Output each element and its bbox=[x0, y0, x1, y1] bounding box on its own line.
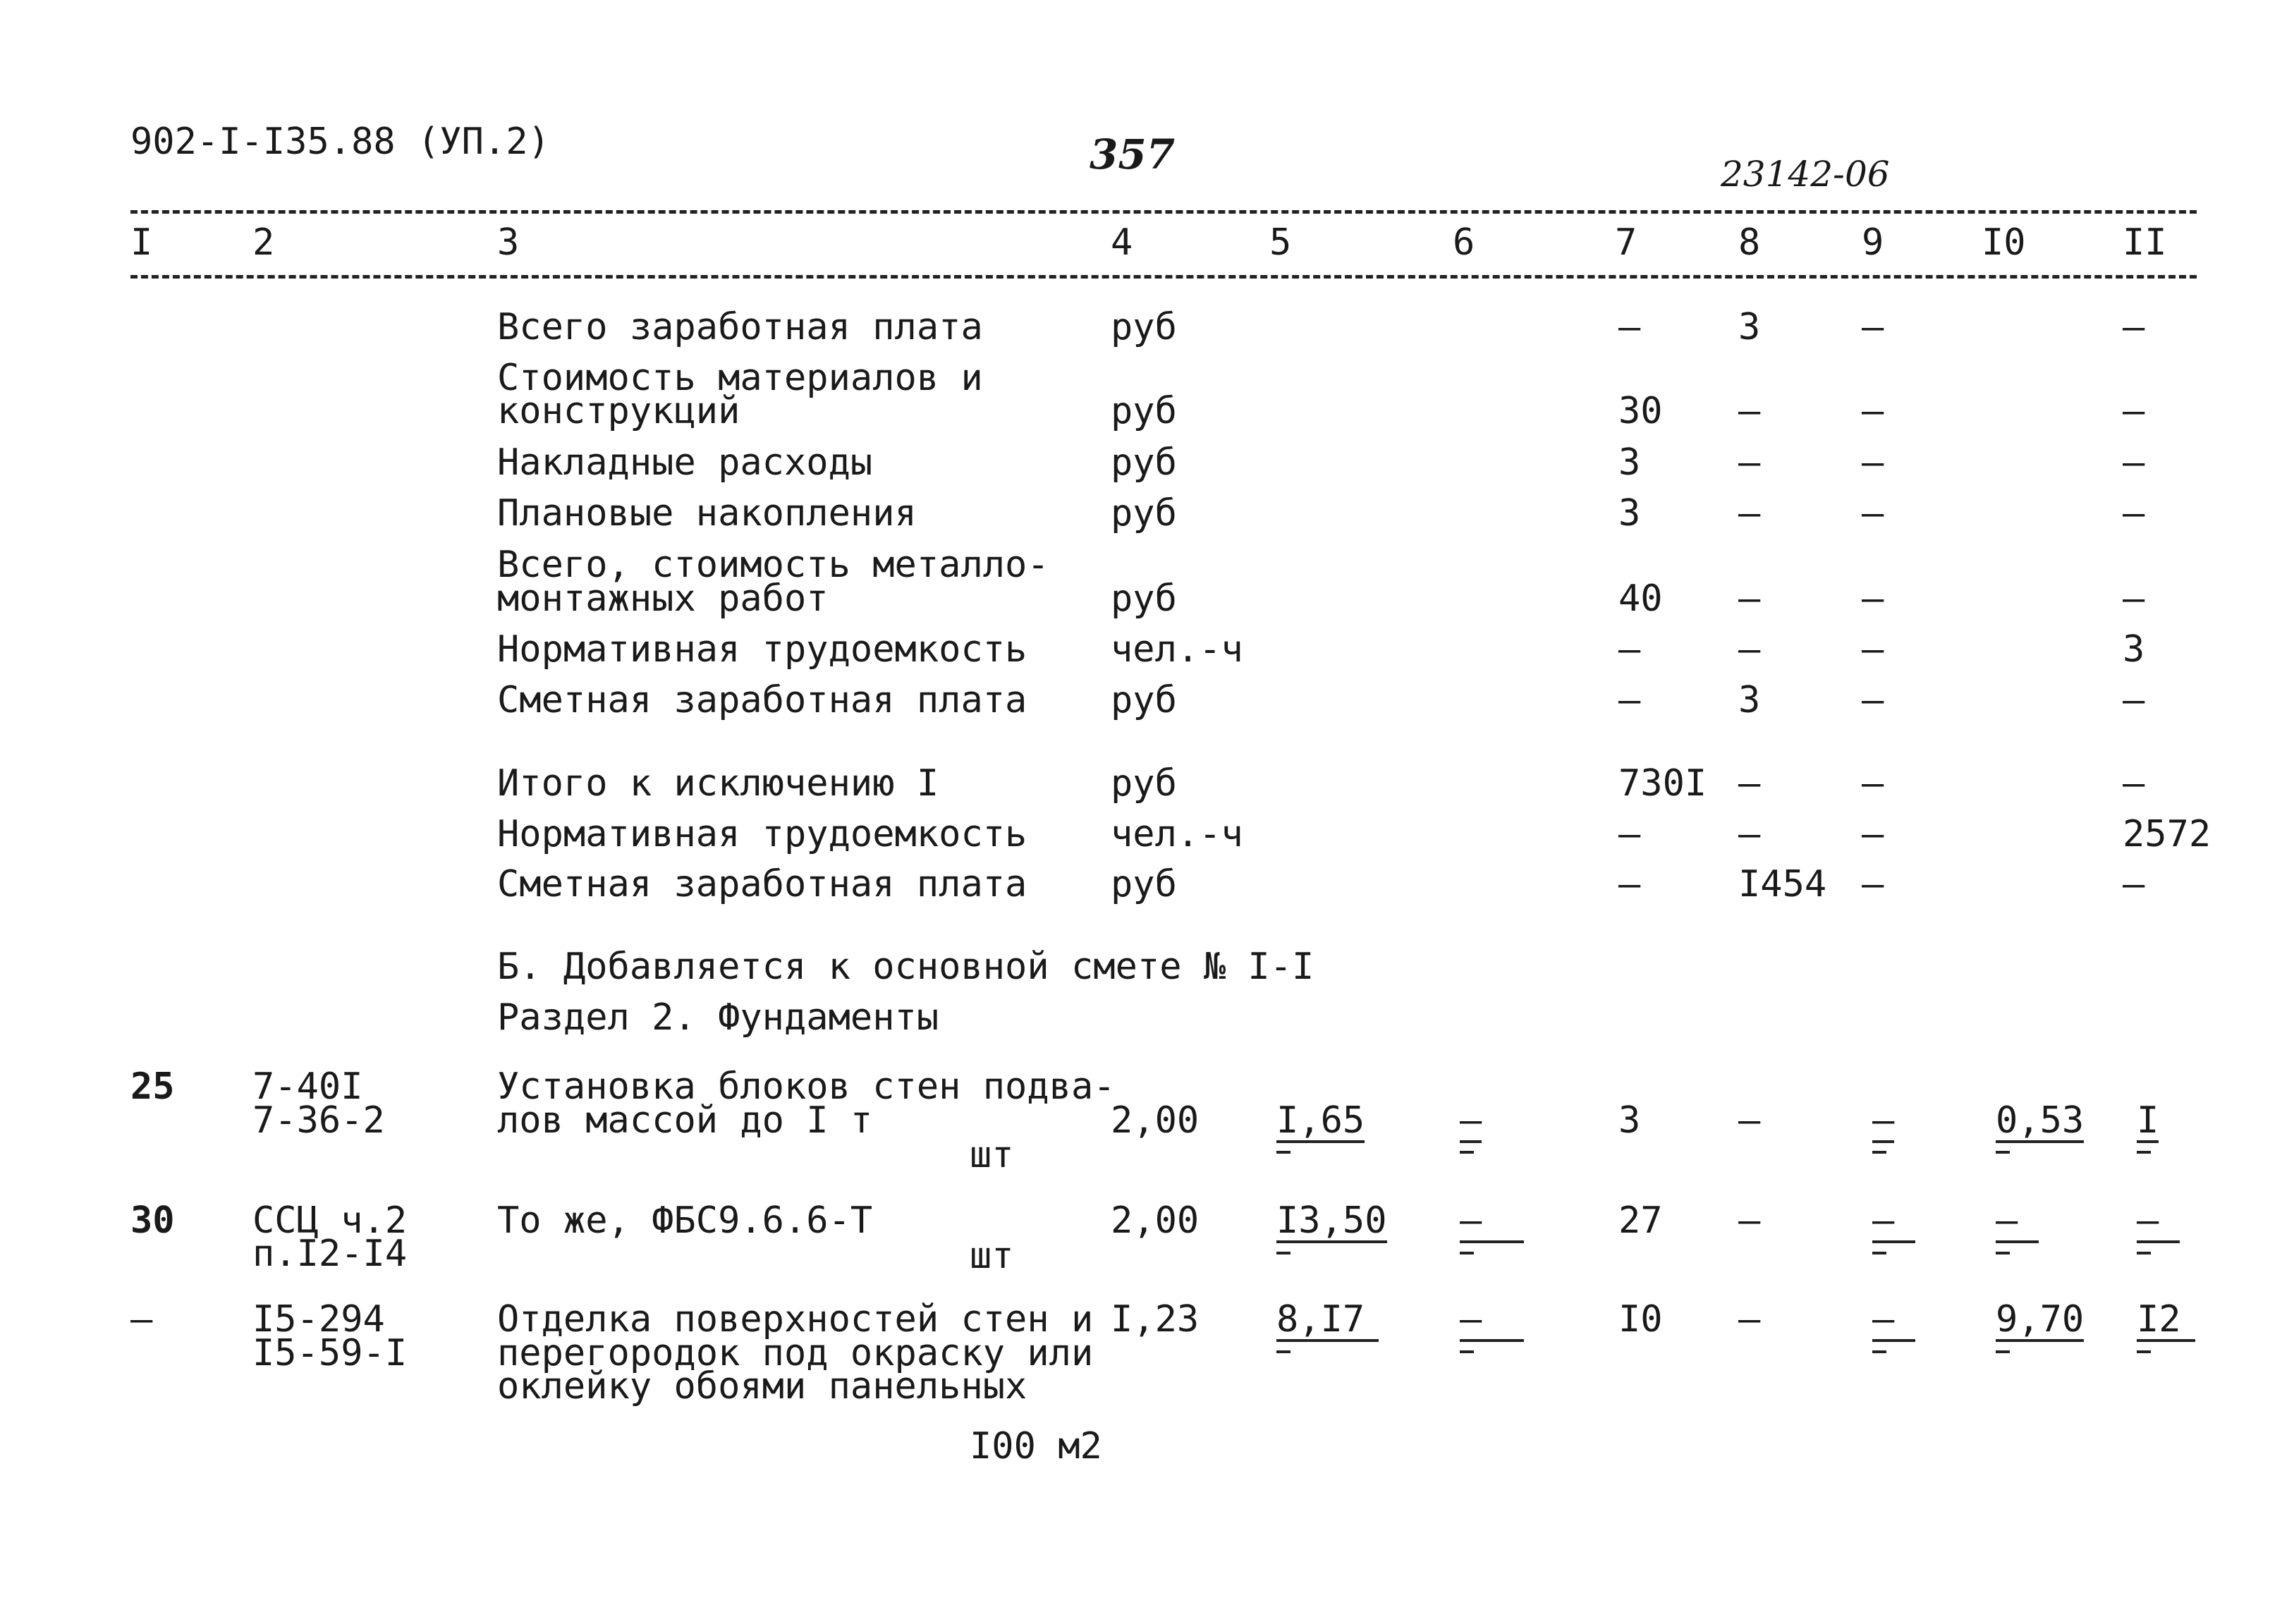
row-description: Всего заработная плата bbox=[497, 306, 983, 348]
cell-col9: – bbox=[1862, 390, 1884, 432]
cell-col11: – bbox=[2123, 306, 2145, 348]
cell-col7: – bbox=[1618, 863, 1641, 905]
col6-sub-dash bbox=[1460, 1252, 1474, 1254]
row-description: Итого к исключению I bbox=[497, 762, 939, 805]
item-unit: I00 м2 bbox=[970, 1425, 1102, 1467]
col-header-6: 6 bbox=[1453, 221, 1475, 264]
col-header-4: 4 bbox=[1111, 221, 1133, 264]
cell-col11: I2 bbox=[2137, 1301, 2195, 1342]
item-description: Отделка поверхностей стен и bbox=[497, 1298, 1094, 1341]
item-unit: шт bbox=[970, 1134, 1014, 1176]
col6-sub-dash bbox=[1460, 1151, 1474, 1154]
cell-col8: – bbox=[1738, 762, 1761, 805]
cell-col7: 30 bbox=[1618, 390, 1663, 432]
cell-col5: I,65 bbox=[1276, 1099, 1365, 1142]
cell-col7: – bbox=[1618, 679, 1641, 721]
cell-col7: 730I bbox=[1618, 762, 1707, 805]
row-unit: чел.-ч bbox=[1111, 813, 1243, 855]
row-description-line2: монтажных работ bbox=[497, 578, 829, 620]
row-unit: руб bbox=[1111, 492, 1177, 535]
cell-col6: – bbox=[1460, 1301, 1524, 1342]
cell-col9: – bbox=[1872, 1202, 1915, 1243]
col-header-7: 7 bbox=[1615, 221, 1637, 264]
cell-col11: 3 bbox=[2123, 628, 2145, 671]
col9-sub-dash bbox=[1872, 1151, 1886, 1154]
item-number: 30 bbox=[130, 1199, 175, 1242]
row-description-line2: конструкций bbox=[497, 390, 740, 432]
row-description: Нормативная трудоемкость bbox=[497, 813, 1027, 855]
col9-sub-dash bbox=[1872, 1350, 1886, 1353]
cell-col7: – bbox=[1618, 813, 1641, 855]
document-code: 902-I-I35.88 (УП.2) bbox=[130, 121, 550, 163]
item-description-line2: лов массой до I т bbox=[497, 1099, 873, 1142]
col-header-9: 9 bbox=[1862, 221, 1884, 264]
cell-col7: 3 bbox=[1618, 441, 1641, 484]
cell-col8: – bbox=[1738, 441, 1761, 484]
cell-col6: – bbox=[1460, 1099, 1482, 1142]
item-number: 25 bbox=[130, 1066, 175, 1108]
cell-col5: I3,50 bbox=[1276, 1199, 1387, 1242]
item-code-line2: 7-36-2 bbox=[252, 1099, 385, 1142]
col10-sub-dash bbox=[1996, 1252, 2010, 1254]
row-description: Сметная заработная плата bbox=[497, 679, 1027, 721]
col-header-5: 5 bbox=[1269, 221, 1292, 264]
cell-col11: – bbox=[2137, 1202, 2180, 1243]
row-description: Всего, стоимость металло- bbox=[497, 544, 1049, 586]
row-unit: руб bbox=[1111, 306, 1177, 348]
cell-col8: – bbox=[1738, 492, 1761, 535]
cell-col8: 3 bbox=[1738, 679, 1761, 721]
cell-col11: 2572 bbox=[2123, 813, 2211, 855]
row-description: Сметная заработная плата bbox=[497, 863, 1027, 905]
section-heading: Раздел 2. Фундаменты bbox=[497, 996, 939, 1039]
cell-col11: – bbox=[2123, 679, 2145, 721]
cell-col7: 3 bbox=[1618, 1099, 1641, 1142]
cell-col8: – bbox=[1738, 390, 1761, 432]
item-code: ССЦ ч.2 bbox=[252, 1199, 408, 1242]
col11-sub-dash bbox=[2137, 1350, 2151, 1353]
cell-col7: – bbox=[1618, 628, 1641, 671]
item-description-line2: перегородок под окраску или bbox=[497, 1332, 1094, 1374]
cell-col9: – bbox=[1872, 1301, 1915, 1342]
cell-col9: – bbox=[1862, 441, 1884, 484]
cell-col8: – bbox=[1738, 1199, 1761, 1242]
cell-col11: – bbox=[2123, 492, 2145, 535]
cell-col4: 2,00 bbox=[1111, 1199, 1200, 1242]
cell-col8: – bbox=[1738, 1099, 1761, 1142]
cell-col11: – bbox=[2123, 390, 2145, 432]
cell-col10: 9,70 bbox=[1996, 1298, 2085, 1341]
col-header-3: 3 bbox=[497, 221, 520, 264]
col11-sub-dash bbox=[2137, 1252, 2151, 1254]
item-description: То же, ФБС9.6.6-Т bbox=[497, 1199, 873, 1242]
col5-sub-dash bbox=[1276, 1151, 1291, 1154]
row-unit: руб bbox=[1111, 390, 1177, 432]
cell-col9: – bbox=[1862, 628, 1884, 671]
item-code: 7-40I bbox=[252, 1066, 363, 1108]
row-unit: руб bbox=[1111, 441, 1177, 484]
col9-sub-dash bbox=[1872, 1252, 1886, 1254]
item-code: I5-294 bbox=[252, 1298, 385, 1341]
col-header-2: 2 bbox=[252, 221, 275, 264]
cell-col5: 8,I7 bbox=[1276, 1301, 1379, 1342]
col6-sub-dash bbox=[1460, 1350, 1474, 1353]
cell-col9: – bbox=[1862, 679, 1884, 721]
item-code-line2: I5-59-I bbox=[252, 1332, 408, 1374]
header-rule-bottom bbox=[130, 275, 2197, 279]
col-header-8: 8 bbox=[1738, 221, 1761, 264]
col-header-1: I bbox=[130, 221, 153, 264]
cell-col7: 27 bbox=[1618, 1199, 1663, 1242]
row-description: Плановые накопления bbox=[497, 492, 917, 535]
cell-col9: – bbox=[1862, 863, 1884, 905]
item-unit: шт bbox=[970, 1235, 1014, 1277]
col11-sub-dash bbox=[2137, 1151, 2151, 1154]
cell-col7: I0 bbox=[1618, 1298, 1663, 1341]
cell-col10: 0,53 bbox=[1996, 1099, 2085, 1142]
cell-col7: 3 bbox=[1618, 492, 1641, 535]
cell-col9: – bbox=[1862, 813, 1884, 855]
page-number: 357 bbox=[1090, 130, 1176, 178]
row-description: Стоимость материалов и bbox=[497, 357, 983, 399]
handwritten-reference: 23142-06 bbox=[1721, 154, 1890, 195]
cell-col9: – bbox=[1872, 1099, 1895, 1142]
col5-sub-dash bbox=[1276, 1252, 1291, 1254]
cell-col9: – bbox=[1862, 306, 1884, 348]
cell-col8: 3 bbox=[1738, 306, 1761, 348]
row-unit: чел.-ч bbox=[1111, 628, 1243, 671]
item-description-line3: оклейку обоями панельных bbox=[497, 1365, 1027, 1408]
cell-col10: – bbox=[1996, 1202, 2039, 1243]
item-description: Установка блоков стен подва- bbox=[497, 1066, 1116, 1108]
cell-col11: – bbox=[2123, 863, 2145, 905]
cell-col11: – bbox=[2123, 441, 2145, 484]
cell-col8: – bbox=[1738, 813, 1761, 855]
cell-col7: – bbox=[1618, 306, 1641, 348]
cell-col9: – bbox=[1862, 492, 1884, 535]
cell-col7: 40 bbox=[1618, 578, 1663, 620]
row-unit: руб bbox=[1111, 679, 1177, 721]
item-code-line2: п.I2-I4 bbox=[252, 1233, 408, 1275]
row-description: Нормативная трудоемкость bbox=[497, 628, 1027, 671]
cell-col4: 2,00 bbox=[1111, 1099, 1200, 1142]
cell-col8: – bbox=[1738, 578, 1761, 620]
cell-col9: – bbox=[1862, 762, 1884, 805]
cell-col8: – bbox=[1738, 628, 1761, 671]
cell-col4: I,23 bbox=[1111, 1298, 1200, 1341]
cell-col9: – bbox=[1862, 578, 1884, 620]
col5-sub-dash bbox=[1276, 1350, 1291, 1353]
cell-col11: – bbox=[2123, 762, 2145, 805]
header-rule-top bbox=[130, 210, 2197, 214]
row-unit: руб bbox=[1111, 578, 1177, 620]
cell-col6: – bbox=[1460, 1202, 1524, 1243]
item-number: – bbox=[130, 1298, 153, 1341]
col10-sub-dash bbox=[1996, 1151, 2010, 1154]
cell-col8: I454 bbox=[1738, 863, 1827, 905]
row-unit: руб bbox=[1111, 863, 1177, 905]
cell-col11: I bbox=[2137, 1099, 2159, 1142]
col-header-10: I0 bbox=[1982, 221, 2026, 264]
col-header-11: II bbox=[2123, 221, 2167, 264]
cell-col11: – bbox=[2123, 578, 2145, 620]
section-b-heading: Б. Добавляется к основной смете № I-I bbox=[497, 946, 1314, 988]
row-unit: руб bbox=[1111, 762, 1177, 805]
col10-sub-dash bbox=[1996, 1350, 2010, 1353]
cell-col8: – bbox=[1738, 1298, 1761, 1341]
row-description: Накладные расходы bbox=[497, 441, 873, 484]
